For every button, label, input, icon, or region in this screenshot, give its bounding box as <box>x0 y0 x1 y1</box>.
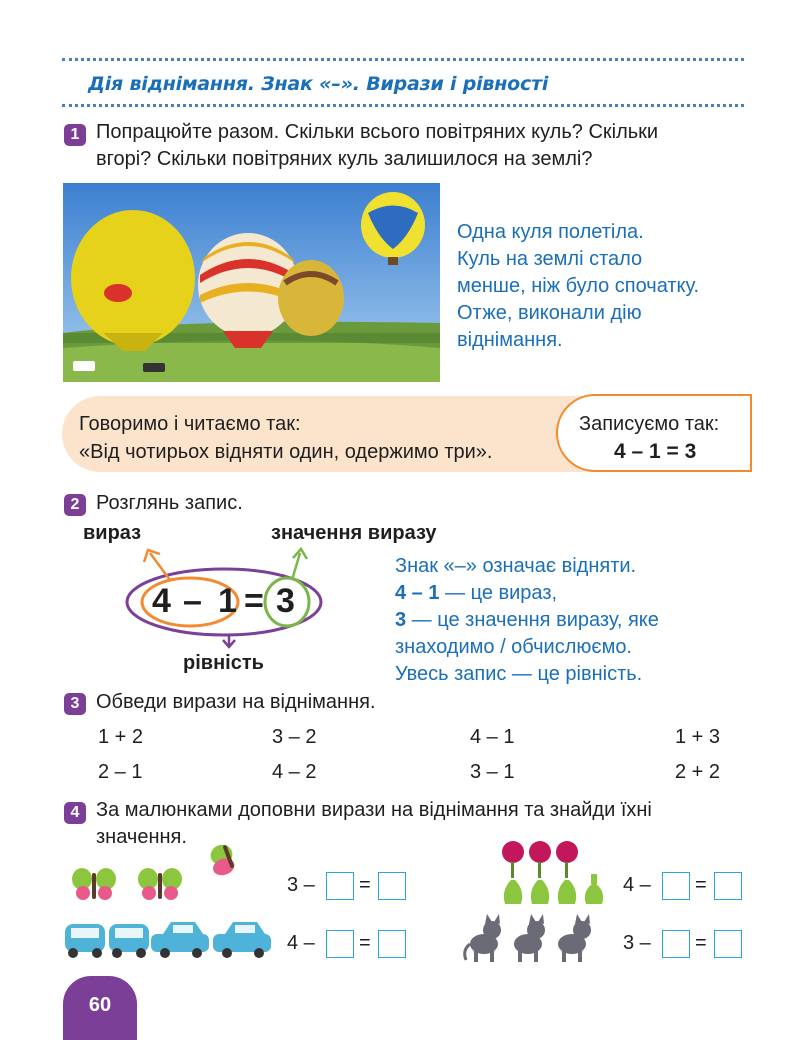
side-line-2: Куль на землі стало <box>457 248 643 270</box>
side-line-3: менше, ніж було спочатку. <box>457 275 700 297</box>
answer-box-2b[interactable] <box>378 930 406 958</box>
explain-line-3-rest: — це значення виразу, яке <box>406 609 659 631</box>
expression-item[interactable]: 2 + 2 <box>675 761 721 783</box>
task2-text: Розглянь запис. <box>96 492 243 514</box>
task1-line1: Попрацюйте разом. Скільки всього повітряних куль? Скільки <box>96 121 659 143</box>
side-line-4: Отже, виконали дію <box>457 302 642 324</box>
flower-vases-picture <box>497 840 609 906</box>
exercise-4-start: 3 – <box>623 932 651 954</box>
answer-box-1a[interactable] <box>326 872 354 900</box>
task1-side-text <box>457 219 699 354</box>
task4-line1: За малюнками доповни вирази на віднімання та знайди їхні <box>96 799 652 821</box>
diagram-result: 3 <box>276 582 295 620</box>
exercise-2-start: 4 – <box>287 932 315 954</box>
label-expression: вираз <box>83 522 142 544</box>
speech-line-1: Говоримо і читаємо так: <box>79 413 301 435</box>
exercise-3-eq: = <box>695 874 707 896</box>
exercise-1-eq: = <box>359 874 371 896</box>
write-label: Записуємо так: <box>579 413 720 435</box>
side-line-1: Одна куля полетіла. <box>457 221 644 243</box>
explain-line-1: Знак «–» означає відняти. <box>395 555 637 577</box>
diagram-a: 4 <box>152 582 171 620</box>
task-number-1: 1 <box>64 124 86 146</box>
task4-text <box>96 797 756 851</box>
write-expression: 4 – 1 = 3 <box>614 440 697 463</box>
explain-line-3-bold: 3 <box>395 609 407 631</box>
expression-item[interactable]: 4 – 1 <box>470 726 515 748</box>
label-equality: рівність <box>183 652 264 674</box>
expression-diagram <box>120 540 340 650</box>
task-number-3: 3 <box>64 693 86 715</box>
explain-line-5: Увесь запис — це рівність. <box>395 663 643 685</box>
explain-line-2 <box>395 580 659 607</box>
exercise-3-start: 4 – <box>623 874 651 896</box>
cats-picture <box>462 910 614 966</box>
expression-item[interactable]: 4 – 2 <box>272 761 317 783</box>
answer-box-1b[interactable] <box>378 872 406 900</box>
bottom-dotted-line <box>62 104 744 107</box>
task1-text <box>96 119 756 173</box>
page-title: Дія віднімання. Знак «–». Вирази і рівності <box>88 73 549 95</box>
expression-item[interactable]: 2 – 1 <box>98 761 143 783</box>
answer-box-3b[interactable] <box>714 872 742 900</box>
diagram-minus: – <box>183 582 202 620</box>
task-number-2: 2 <box>64 494 86 516</box>
butterflies-picture <box>70 845 250 905</box>
cars-picture <box>63 916 278 960</box>
side-line-5: віднімання. <box>457 329 563 351</box>
explain-line-2-bold: 4 – 1 <box>395 582 440 604</box>
exercise-2-eq: = <box>359 932 371 954</box>
explain-line-2-rest: — це вираз, <box>439 582 558 604</box>
task1-line2: вгорі? Скільки повітряних куль залишилося на землі? <box>96 148 593 170</box>
explain-line-4: знаходимо / обчислюємо. <box>395 636 632 658</box>
expression-item[interactable]: 1 + 3 <box>675 726 721 748</box>
speech-text <box>79 410 492 466</box>
task4-line2: значення. <box>96 826 187 848</box>
answer-box-3a[interactable] <box>662 872 690 900</box>
expression-item[interactable]: 3 – 1 <box>470 761 515 783</box>
label-value: значення виразу <box>271 522 437 544</box>
task-number-4: 4 <box>64 802 86 824</box>
answer-box-4b[interactable] <box>714 930 742 958</box>
speech-line-2: «Від чотирьох відняти один, одержимо три». <box>79 441 493 463</box>
exercise-1-start: 3 – <box>287 874 315 896</box>
expression-item[interactable]: 1 + 2 <box>98 726 144 748</box>
page-number: 60 <box>88 994 112 1016</box>
task2-explanation <box>395 553 659 688</box>
expression-item[interactable]: 3 – 2 <box>272 726 317 748</box>
answer-box-4a[interactable] <box>662 930 690 958</box>
diagram-eq: = <box>244 582 264 620</box>
explain-line-3 <box>395 607 659 634</box>
diagram-b: 1 <box>218 582 237 620</box>
balloons-photo <box>63 183 440 382</box>
top-dotted-line <box>62 58 744 61</box>
exercise-4-eq: = <box>695 932 707 954</box>
answer-box-2a[interactable] <box>326 930 354 958</box>
task3-text: Обведи вирази на віднімання. <box>96 691 376 713</box>
